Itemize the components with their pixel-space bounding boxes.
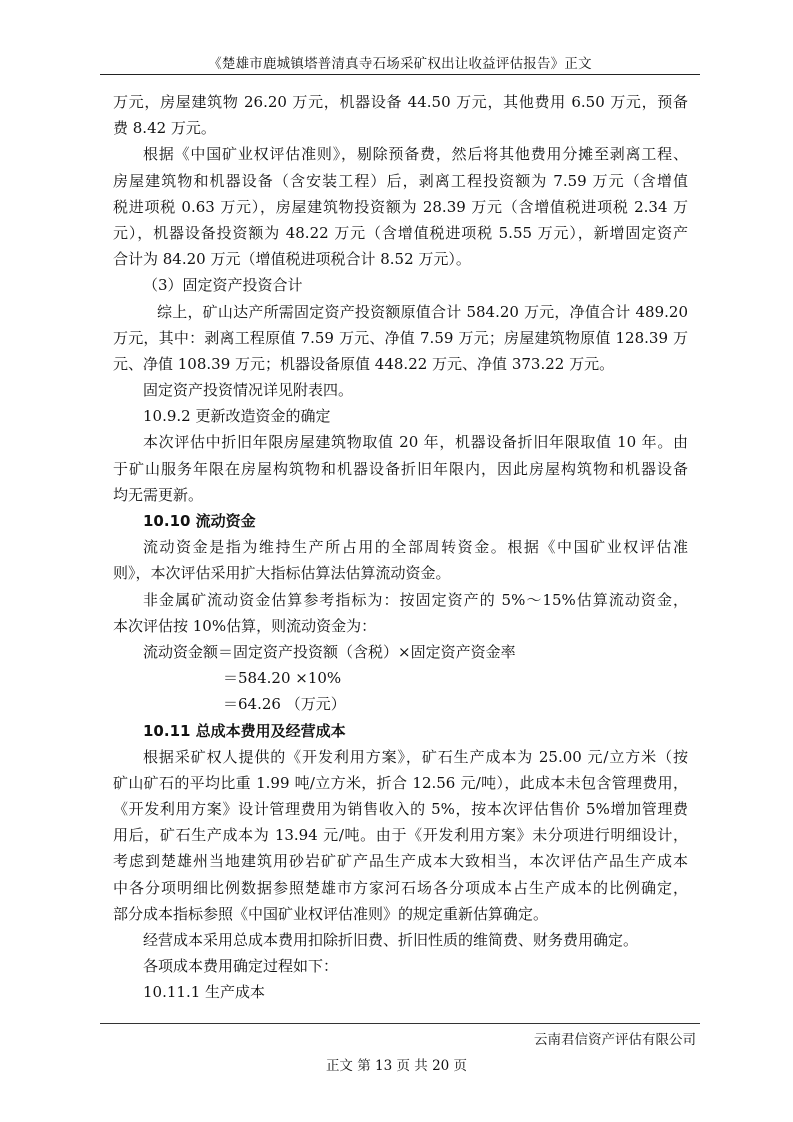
text-line: 用后，矿石生产成本为 13.94 元/吨。由于《开发利用方案》未分项进行明细设计，	[113, 826, 688, 845]
text-line: 则》，本次评估采用扩大指标估算法估算流动资金。	[113, 564, 451, 583]
text-line: 考虑到楚雄州当地建筑用砂岩矿矿产品生产成本大致相当，本次评估产品生产成本	[113, 852, 688, 871]
text-line: 经营成本采用总成本费用扣除折旧费、折旧性质的维简费、财务费用确定。	[143, 931, 639, 949]
text-line: 综上，矿山达产所需固定资产投资额原值合计 584.20 万元，净值合计 489.20	[157, 302, 688, 321]
text-line: 合计为 84.20 万元（增值税进项税合计 8.52 万元）。	[113, 250, 471, 269]
section-heading: 10.11 总成本费用及经营成本	[143, 721, 346, 740]
subsection-heading: 10.11.1 生产成本	[143, 983, 266, 1002]
report-body	[113, 89, 688, 1006]
text-line: 费 8.42 万元。	[113, 119, 216, 138]
footer-rule	[100, 1023, 700, 1024]
text-line: 非金属矿流动资金估算参考指标为：按固定资产的 5%～15%估算流动资金，	[143, 590, 688, 609]
subsection-heading: （3）固定资产投资合计	[143, 276, 303, 295]
text-line: 均无需更新。	[113, 485, 204, 504]
text-line: 本次评估按 10%估算，则流动资金为：	[113, 616, 377, 635]
text-line: 固定资产投资情况详见附表四。	[143, 381, 354, 400]
text-line: 于矿山服务年限在房屋构筑物和机器设备折旧年限内，因此房屋构筑物和机器设备	[113, 459, 688, 478]
section-heading: 10.10 流动资金	[143, 512, 256, 530]
text-line: 根据采矿权人提供的《开发利用方案》，矿石生产成本为 25.00 元/立方米（按	[143, 747, 688, 766]
header-rule	[100, 74, 700, 75]
text-line: 税进项税 0.63 万元），房屋建筑物投资额为 28.39 万元（含增值税进项税 2.34 万	[113, 197, 688, 216]
running-header: 《楚雄市鹿城镇塔普清真寺石场采矿权出让收益评估报告》正文	[208, 56, 592, 72]
text-line: 流动资金是指为维持生产所占用的全部周转资金。根据《中国矿业权评估准	[143, 538, 688, 557]
page-number: 正文 第 13 页 共 20 页	[325, 1058, 468, 1074]
text-line: 部分成本指标参照《中国矿业权评估准则》的规定重新估算确定。	[113, 904, 549, 923]
text-line: 万元，其中：剥离工程原值 7.59 万元、净值 7.59 万元；房屋建筑物原值 128.39 万	[113, 328, 688, 347]
formula-line: ＝64.26 （万元）	[223, 695, 346, 714]
company-name: 云南君信资产评估有限公司	[534, 1032, 696, 1048]
text-line: 《开发利用方案》设计管理费用为销售收入的 5%，按本次评估售价 5%增加管理费	[113, 800, 688, 819]
formula-line: 流动资金额＝固定资产投资额（含税）×固定资产资金率	[143, 642, 516, 661]
text-line: 中各分项明细比例数据参照楚雄市方家河石场各分项成本占生产成本的比例确定，	[113, 878, 688, 897]
formula-line: ＝584.20 ×10%	[223, 669, 342, 688]
text-line: 根据《中国矿业权评估准则》，剔除预备费，然后将其他费用分摊至剥离工程、	[143, 145, 688, 164]
text-line: 本次评估中折旧年限房屋建筑物取值 20 年，机器设备折旧年限取值 10 年。由	[143, 433, 688, 452]
text-line: 各项成本费用确定过程如下：	[143, 957, 339, 976]
text-line: 万元，房屋建筑物 26.20 万元，机器设备 44.50 万元，其他费用 6.50 万元，预备	[113, 93, 688, 111]
text-line: 元），机器设备投资额为 48.22 万元（含增值税进项税 5.55 万元），新增固定资产	[113, 223, 688, 242]
text-line: 房屋建筑物和机器设备（含安装工程）后，剥离工程投资额为 7.59 万元（含增值	[113, 171, 688, 190]
subsection-heading: 10.9.2 更新改造资金的确定	[143, 407, 331, 426]
text-line: 矿山矿石的平均比重 1.99 吨/立方米，折合 12.56 元/吨），此成本未包含管理费用，	[113, 773, 688, 792]
text-line: 元、净值 108.39 万元；机器设备原值 448.22 万元、净值 373.22 万元。	[113, 354, 615, 373]
